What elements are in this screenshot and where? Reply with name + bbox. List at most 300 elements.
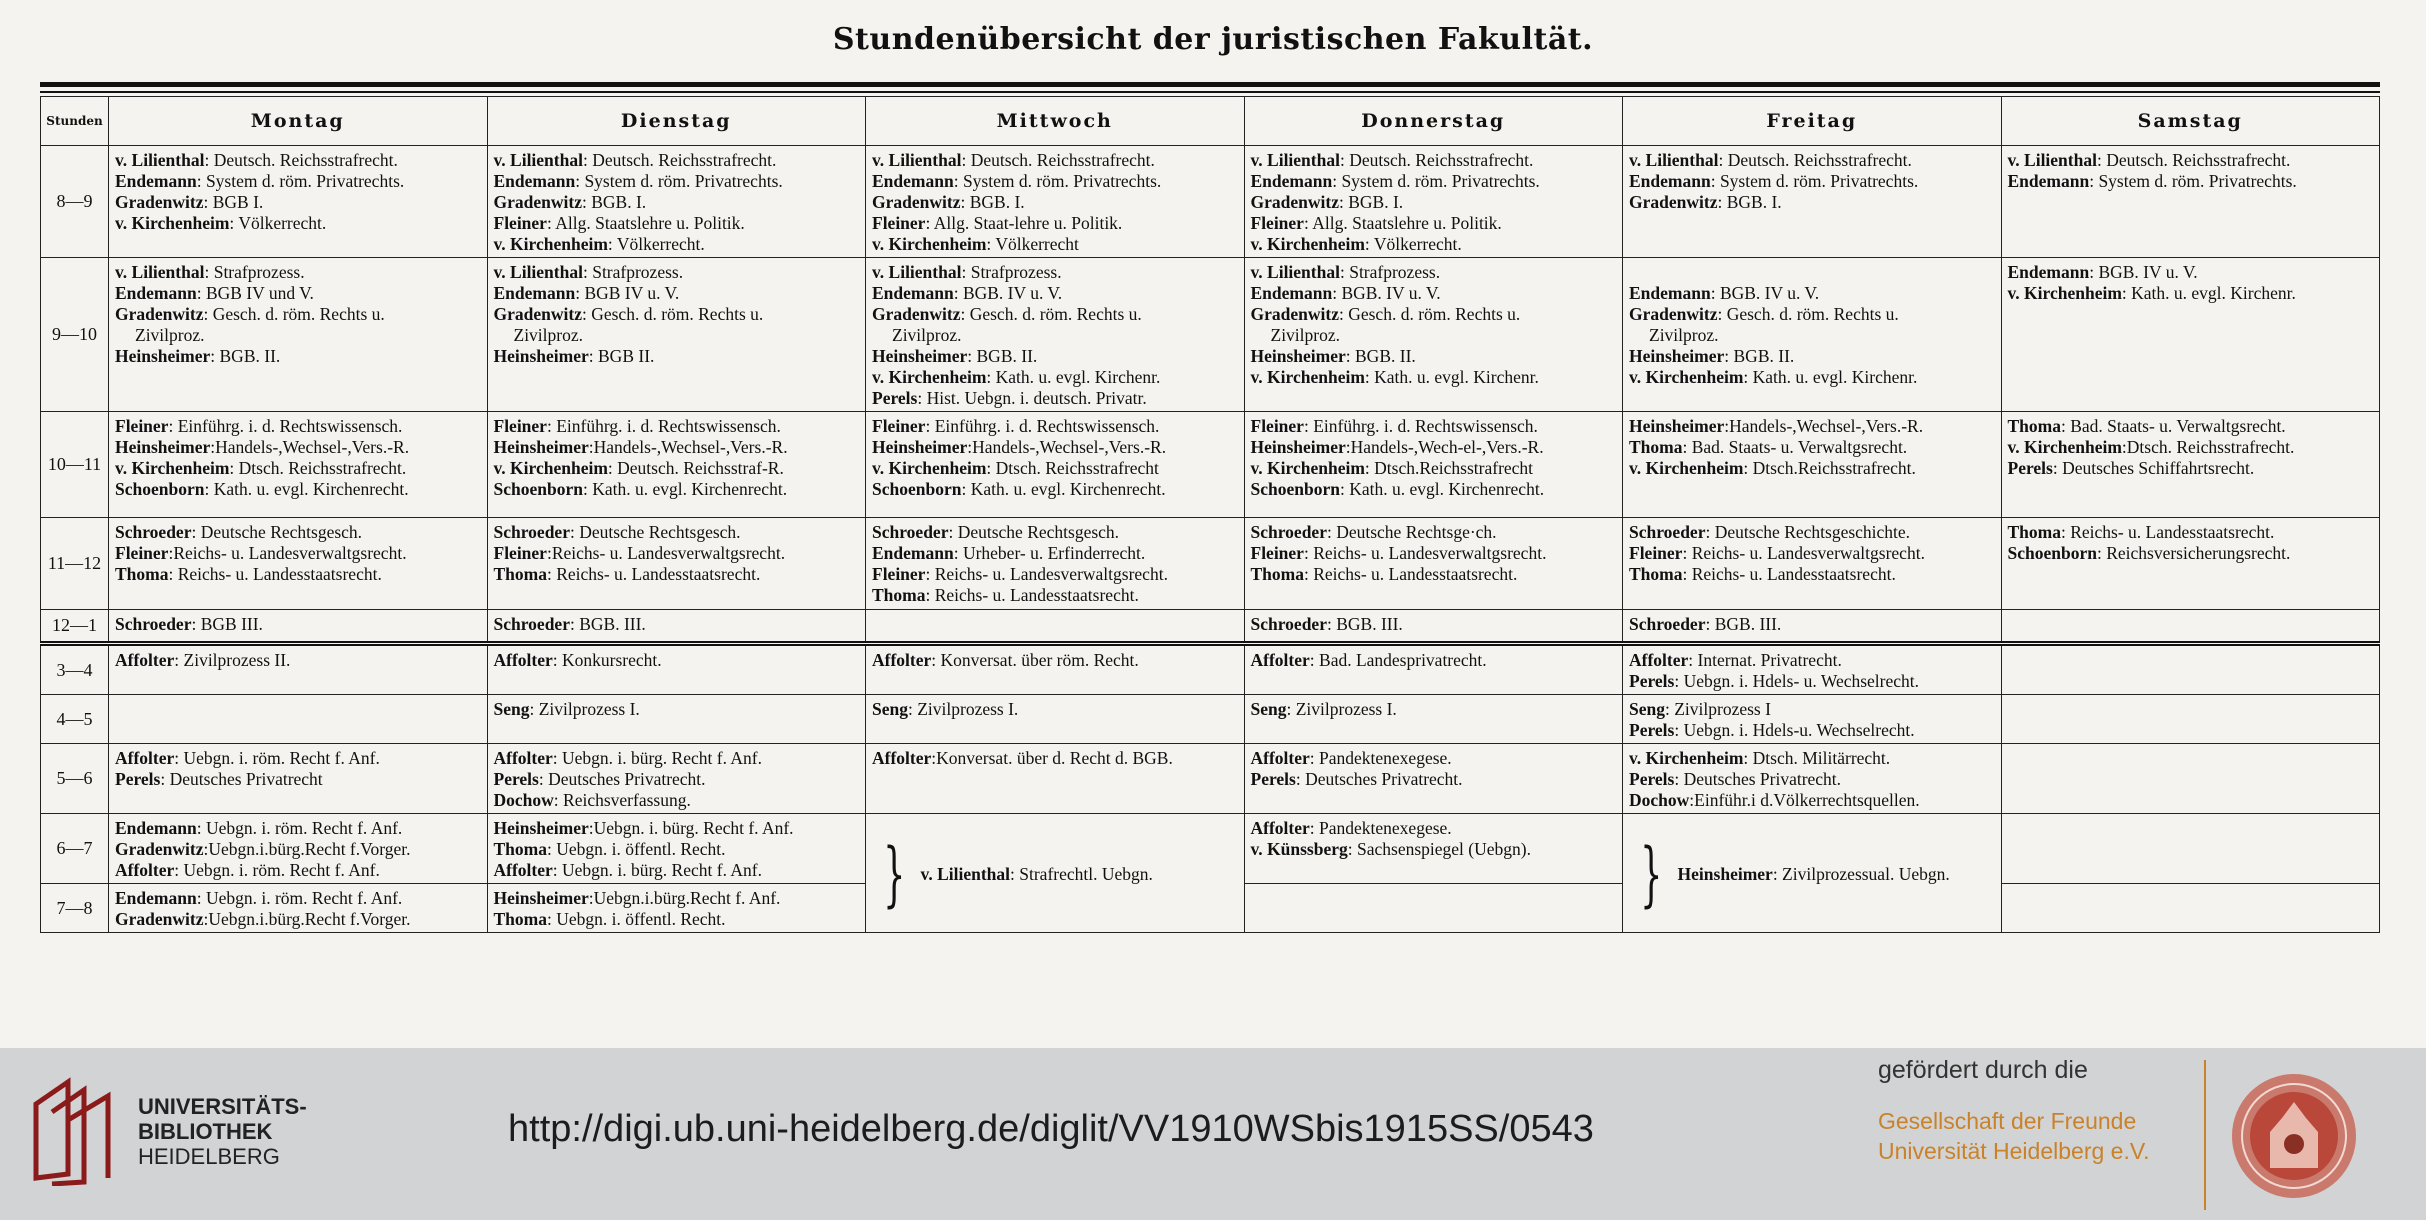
lecture-title: : Reichs- u. Landesverwaltgsrecht.: [925, 564, 1168, 584]
lecture-entry: [115, 564, 481, 585]
lecturer-name: Perels: [493, 769, 539, 789]
lecture-title: :Handels-,Wechsel-,Vers.-R.: [588, 437, 788, 457]
lecturer-name: Seng: [872, 699, 908, 719]
lecture-entry: [115, 346, 481, 367]
lecturer-name: v. Kirchenheim: [493, 234, 608, 254]
lecture-title: : Deutsches Privatrecht.: [1295, 769, 1463, 789]
lecture-title: : Pandektenexegese.: [1309, 818, 1452, 838]
lecture-entry: [494, 860, 860, 881]
lecture-title: : Reichs- u. Landesstaatsrecht.: [2060, 522, 2275, 542]
library-name-line1: UNIVERSITÄTS-: [138, 1094, 307, 1119]
timetable-row: [41, 518, 2380, 610]
lecturer-name: Schroeder: [115, 614, 192, 634]
schedule-cell: [1244, 884, 1623, 933]
lecture-entry: [115, 416, 481, 437]
lecture-entry: [1678, 864, 1950, 885]
lecture-entry: [872, 699, 1238, 720]
lecture-title: : Reichsversicherungsrecht.: [2096, 543, 2291, 563]
lecture-entry: [494, 909, 860, 930]
lecture-title: : Kath. u. evgl. Kirchenr.: [986, 367, 1161, 387]
lecture-entry: [494, 699, 860, 720]
lecturer-name: v. Lilienthal: [493, 150, 583, 170]
schedule-cell: [2001, 884, 2380, 933]
lecture-title: : Deutsch. Reichsstrafrecht.: [961, 150, 1155, 170]
lecturer-name: Schroeder: [1629, 522, 1706, 542]
lecturer-name: v. Kirchenheim: [1629, 458, 1744, 478]
lecturer-name: Endemann: [115, 818, 197, 838]
lecturer-name: Thoma: [872, 585, 926, 605]
lecturer-name: Fleiner: [872, 416, 926, 436]
lecturer-name: Perels: [1629, 720, 1675, 740]
lecture-entry: [115, 839, 481, 860]
schedule-cell: [109, 258, 488, 412]
lecture-title: : Deutsche Rechtsgesch.: [191, 522, 363, 542]
lecture-entry: [1251, 614, 1617, 635]
lecture-title: : BGB. IV u. V.: [2089, 262, 2198, 282]
lecturer-name: Fleiner: [872, 564, 926, 584]
lecture-entry: [494, 213, 860, 234]
brace-content: [921, 864, 1153, 885]
lecturer-name: v. Lilienthal: [1250, 150, 1340, 170]
lecture-title: Zivilproz.: [1649, 325, 1719, 345]
hours-header: Stunden: [41, 97, 109, 146]
schedule-cell: [1244, 610, 1623, 644]
schedule-cell: [2001, 644, 2380, 695]
lecturer-name: v. Kirchenheim: [493, 458, 608, 478]
lecture-title: : Strafprozess.: [582, 262, 684, 282]
lecture-entry: [115, 748, 481, 769]
lecture-entry: [1629, 564, 1995, 585]
lecture-entry: [1251, 304, 1617, 325]
lecture-entry: [115, 304, 481, 325]
lecture-title: : Reichs- u. Landesstaatsrecht.: [168, 564, 382, 584]
lecturer-name: Endemann: [1250, 283, 1333, 303]
brace-group: [1629, 833, 1995, 915]
lecturer-name: Schroeder: [1250, 614, 1327, 634]
lecture-entry: [921, 864, 1153, 885]
lecture-entry: [1629, 283, 1995, 304]
lecture-entry: [2008, 522, 2374, 543]
lecture-entry: [1629, 720, 1995, 741]
lecture-title: : Dtsch.Reichsstrafrecht.: [1743, 458, 1916, 478]
lecture-entry: [1251, 234, 1617, 255]
lecture-title: : System d. röm. Privatrechts.: [196, 171, 405, 191]
lecture-entry: [494, 818, 860, 839]
lecture-entry: [1251, 367, 1617, 388]
lecture-title: : Einführg. i. d. Rechtswissensch.: [1303, 416, 1538, 436]
brace-icon: }: [883, 833, 906, 915]
lecture-title: : Einführg. i. d. Rechtswissensch.: [168, 416, 403, 436]
day-header-samstag: Samstag: [2001, 97, 2380, 146]
schedule-cell: [1623, 146, 2002, 258]
sponsor-name: [1878, 1106, 2149, 1166]
lecturer-name: Gradenwitz: [115, 304, 204, 324]
lecture-entry: [1629, 416, 1995, 437]
lecture-entry: [1251, 748, 1617, 769]
schedule-cell: [866, 146, 1245, 258]
lecture-title: : Reichs- u. Landesverwaltgsrecht.: [1682, 543, 1925, 563]
schedule-cell: [1623, 814, 2002, 933]
lecturer-name: Fleiner: [1250, 416, 1304, 436]
lecture-entry: [1629, 671, 1995, 692]
lecture-entry: [2008, 458, 2374, 479]
lecture-entry: [2008, 283, 2374, 304]
schedule-cell: [1623, 412, 2002, 518]
lecture-title: : BGB. I.: [960, 192, 1025, 212]
lecturer-name: Heinsheimer: [115, 437, 211, 457]
lecture-title: : System d. röm. Privatrechts.: [1332, 171, 1540, 191]
lecture-title: :Reichs- u. Landesverwaltgsrecht.: [168, 543, 407, 563]
lecture-entry: [494, 543, 860, 564]
lecturer-name: Schoenborn: [872, 479, 962, 499]
lecturer-name: v. Kirchenheim: [1629, 748, 1744, 768]
lecture-entry: [872, 479, 1238, 500]
lecture-entry: [872, 650, 1238, 671]
lecture-entry: [494, 262, 860, 283]
lecturer-name: Endemann: [872, 543, 954, 563]
lecture-entry: [115, 650, 481, 671]
lecture-entry: [872, 437, 1238, 458]
lecturer-name: v. Lilienthal: [1250, 262, 1340, 282]
schedule-cell: [2001, 744, 2380, 814]
lecture-title: : Gesch. d. röm. Rechts u.: [203, 304, 385, 324]
lecturer-name: Heinsheimer: [1677, 863, 1773, 884]
document-url-link[interactable]: http://digi.ub.uni-heidelberg.de/diglit/VV1910WSbis1915SS/0543: [508, 1108, 1594, 1150]
lecture-title: : Bad. Staats- u. Verwaltgsrecht.: [1682, 437, 1908, 457]
schedule-cell: [866, 518, 1245, 610]
lecture-entry: [872, 543, 1238, 564]
timetable-row: [41, 644, 2380, 695]
lecturer-name: Fleiner: [115, 543, 169, 563]
lecture-entry: [494, 283, 860, 304]
timetable-body: [41, 146, 2380, 933]
lecture-entry: [872, 367, 1238, 388]
lecture-entry: [872, 416, 1238, 437]
lecture-title: : Uebgn. i. bürg. Recht f. Anf.: [552, 860, 762, 880]
schedule-cell: [866, 814, 1245, 933]
lecturer-name: Gradenwitz: [493, 192, 582, 212]
lecture-title: : Reichs- u. Landesstaatsrecht.: [1682, 564, 1896, 584]
lecture-title: : Völkerrecht: [986, 234, 1079, 254]
lecture-title: : Strafrechtl. Uebgn.: [1010, 863, 1153, 884]
lecture-title: [1629, 262, 1649, 282]
lecturer-name: Affolter: [1250, 748, 1310, 768]
lecturer-name: Gradenwitz: [115, 192, 204, 212]
lecturer-name: Perels: [1250, 769, 1296, 789]
schedule-cell: [2001, 146, 2380, 258]
lecture-title: : Kath. u. evgl. Kirchenrecht.: [961, 479, 1166, 499]
lecturer-name: Heinsheimer: [1629, 346, 1725, 366]
lecturer-name: Gradenwitz: [115, 909, 204, 929]
lecture-entry: [1629, 171, 1995, 192]
lecturer-name: Thoma: [493, 839, 547, 859]
lecture-entry: [1629, 367, 1995, 388]
lecture-title: :Dtsch. Reichsstrafrecht.: [2121, 437, 2295, 457]
lecturer-name: Affolter: [493, 748, 553, 768]
lecturer-name: Fleiner: [493, 416, 547, 436]
lecture-title: : Kath. u. evgl. Kirchenr.: [1743, 367, 1918, 387]
lecture-entry: [494, 325, 860, 346]
lecture-title: : BGB. I.: [1717, 192, 1782, 212]
schedule-cell: [2001, 518, 2380, 610]
lecture-entry: [1251, 479, 1617, 500]
lecturer-name: Schroeder: [493, 614, 570, 634]
schedule-cell: [1244, 258, 1623, 412]
lecturer-name: v. Lilienthal: [920, 863, 1011, 884]
lecture-title: : Zivilprozess I: [1664, 699, 1771, 719]
lecture-title: : BGB IV u. V.: [575, 283, 680, 303]
lecture-entry: [115, 213, 481, 234]
lecture-title: : Gesch. d. röm. Rechts u.: [581, 304, 764, 324]
page-title: Stundenübersicht der juristischen Fakultät.: [832, 22, 1594, 57]
lecture-title: :Uebgn. i. bürg. Recht f. Anf.: [588, 818, 794, 838]
lecturer-name: Perels: [872, 388, 918, 408]
lecture-title: : Zivilprozess II.: [174, 650, 291, 670]
lecture-title: : BGB. I.: [1338, 192, 1404, 212]
lecture-entry: [872, 192, 1238, 213]
lecturer-name: Heinsheimer: [872, 437, 968, 457]
lecture-entry: [1629, 790, 1995, 811]
lecturer-name: Dochow: [493, 790, 554, 810]
lecturer-name: Gradenwitz: [1250, 192, 1339, 212]
lecture-entry: [872, 213, 1238, 234]
lecture-title: : Deutsche Rechtsge·ch.: [1326, 522, 1497, 542]
day-header-montag: Montag: [109, 97, 488, 146]
lecturer-name: Dochow: [1629, 790, 1690, 810]
timetable-row: [41, 695, 2380, 744]
lecture-title: : Allg. Staatslehre u. Politik.: [546, 213, 745, 233]
lecture-title: :Konversat. über d. Recht d. BGB.: [931, 748, 1173, 768]
timetable-row: [41, 744, 2380, 814]
lecture-title: : BGB. III.: [569, 614, 646, 634]
hour-cell: 6—7: [41, 814, 109, 884]
lecture-title: : Kath. u. evgl. Kirchenrecht.: [582, 479, 788, 499]
lecture-entry: [494, 192, 860, 213]
lecturer-name: Seng: [1250, 699, 1287, 719]
lecture-title: : BGB II.: [588, 346, 655, 366]
lecturer-name: Affolter: [1629, 650, 1689, 670]
lecture-entry: [872, 388, 1238, 409]
lecturer-name: Gradenwitz: [115, 839, 204, 859]
lecturer-name: Thoma: [493, 564, 547, 584]
lecturer-name: v. Kirchenheim: [1250, 367, 1365, 387]
lecture-title: : Hist. Uebgn. i. deutsch. Privatr.: [917, 388, 1147, 408]
hour-cell: 3—4: [41, 644, 109, 695]
lecturer-name: Fleiner: [1250, 213, 1304, 233]
lecture-entry: [494, 614, 860, 635]
lecture-title: : Reichs- u. Landesstaatsrecht.: [546, 564, 761, 584]
lecture-entry: [1251, 213, 1617, 234]
lecture-title: : Gesch. d. röm. Rechts u.: [1338, 304, 1521, 324]
lecture-title: : Völkerrecht.: [607, 234, 705, 254]
lecture-title: : Gesch. d. röm. Rechts u.: [960, 304, 1142, 324]
sponsor-divider: [2204, 1060, 2206, 1210]
lecture-title: : Strafprozess.: [204, 262, 305, 282]
lecture-entry: [494, 748, 860, 769]
lecture-title: : System d. röm. Privatrechts.: [575, 171, 783, 191]
lecture-entry: [115, 171, 481, 192]
schedule-cell: [487, 412, 866, 518]
schedule-cell: [1623, 744, 2002, 814]
lecture-entry: [494, 479, 860, 500]
schedule-cell: [866, 412, 1245, 518]
lecture-entry: [494, 171, 860, 192]
lecture-title: : BGB. IV u. V.: [1332, 283, 1441, 303]
lecture-entry: [1629, 192, 1995, 213]
lecture-title: : System d. röm. Privatrechts.: [1710, 171, 1919, 191]
lecture-title: : Strafprozess.: [1339, 262, 1441, 282]
lecture-entry: [872, 283, 1238, 304]
schedule-cell: [866, 744, 1245, 814]
lecturer-name: Endemann: [2007, 171, 2090, 191]
lecture-entry: [2008, 416, 2374, 437]
schedule-cell: [1623, 644, 2002, 695]
lecture-title: : Zivilproze⁠ss I.: [1286, 699, 1397, 719]
lecturer-name: Heinsheimer: [872, 346, 968, 366]
lecture-entry: [872, 522, 1238, 543]
lecture-entry: [1629, 150, 1995, 171]
lecture-entry: [1251, 437, 1617, 458]
lecturer-name: Thoma: [1250, 564, 1304, 584]
lecture-title: : BGB. IV u. V.: [1710, 283, 1820, 303]
lecture-entry: [872, 304, 1238, 325]
lecturer-name: v. Lilienthal: [872, 150, 962, 170]
lecture-title: : Bad. Staats- u. Verwaltgsrecht.: [2060, 416, 2286, 436]
lecture-entry: [2008, 262, 2374, 283]
lecturer-name: Endemann: [2007, 262, 2090, 282]
lecturer-name: Gradenwitz: [1629, 304, 1718, 324]
lecture-title: : Zivilprozess I.: [529, 699, 640, 719]
lecture-entry: [115, 458, 481, 479]
lecture-title: : Uebgn. i. röm. Recht f. Anf.: [174, 748, 380, 768]
lecturer-name: Endemann: [872, 171, 954, 191]
footer-bar: [0, 1048, 2426, 1220]
day-header-mittwoch: Mittwoch: [866, 97, 1245, 146]
lecturer-name: Thoma: [493, 909, 547, 929]
schedule-cell: [487, 744, 866, 814]
lecturer-name: Thoma: [1629, 564, 1683, 584]
sponsor-name-line1: Gesellschaft der Freunde: [1878, 1108, 2137, 1134]
lecturer-name: Perels: [1629, 769, 1675, 789]
lecturer-name: Thoma: [115, 564, 169, 584]
schedule-cell: [1244, 814, 1623, 884]
lecture-title: : BGB. I.: [581, 192, 647, 212]
lecturer-name: Affolter: [872, 748, 932, 768]
lecture-title: : Zivilprozess I.: [907, 699, 1019, 719]
lecture-entry: [494, 458, 860, 479]
schedule-cell: [109, 644, 488, 695]
lecture-entry: [115, 543, 481, 564]
schedule-cell: [866, 610, 1245, 644]
schedule-cell: [109, 518, 488, 610]
schedule-cell: [1244, 412, 1623, 518]
lecturer-name: Seng: [1629, 699, 1665, 719]
lecture-title: : Reichs- u. Landesstaatsrecht.: [925, 585, 1139, 605]
lecture-title: : Urheber- u. Erfinderrecht.: [953, 543, 1146, 563]
lecture-title: :Uebgn.i.bürg.Recht f.Vorger.: [203, 909, 411, 929]
lecture-entry: [1629, 522, 1995, 543]
lecture-title: : Einführg. i. d. Rechtswissensch.: [925, 416, 1160, 436]
lecture-entry: [2008, 171, 2374, 192]
lecture-entry: [115, 818, 481, 839]
schedule-cell: [487, 644, 866, 695]
lecture-entry: [1251, 818, 1617, 839]
lecture-title: : Kath. u. evgl. Kirchenr.: [1364, 367, 1539, 387]
schedule-cell: [1623, 695, 2002, 744]
lecture-title: : Deutsches Privatrecht: [160, 769, 323, 789]
lecture-entry: [1629, 699, 1995, 720]
lecture-entry: [115, 437, 481, 458]
library-name-line2: BIBLIOTHEK: [138, 1119, 273, 1144]
timetable-row: [41, 258, 2380, 412]
lecturer-name: Endemann: [1629, 171, 1711, 191]
lecture-title: : Kath. u. evgl. Kirchenrecht.: [1339, 479, 1545, 499]
schedule-cell: [109, 610, 488, 644]
lecture-title: : BGB I.: [203, 192, 264, 212]
lecturer-name: v. Kirchenheim: [2007, 437, 2122, 457]
lecturer-name: Perels: [2007, 458, 2053, 478]
schedule-cell: [109, 695, 488, 744]
sponsor-name-line2: Universität Heidelberg e.V.: [1878, 1138, 2150, 1164]
lecture-entry: [872, 262, 1238, 283]
hour-cell: 8—9: [41, 146, 109, 258]
lecture-entry: [1629, 437, 1995, 458]
lecture-title: :Einführ.i d.Völkerrechtsquellen.: [1689, 790, 1920, 810]
schedule-cell: [866, 644, 1245, 695]
lecture-title: : Internat. Privatrecht.: [1688, 650, 1842, 670]
lecture-entry: [1251, 283, 1617, 304]
library-name-line3: HEIDELBERG: [138, 1144, 280, 1169]
schedule-cell: [487, 258, 866, 412]
lecture-title: : Deutsche Rechtsgesch.: [569, 522, 741, 542]
lecturer-name: Heinsheimer: [1250, 437, 1346, 457]
lecture-entry: [1251, 839, 1617, 860]
lecturer-name: Heinsheimer: [493, 888, 589, 908]
lecturer-name: Fleiner: [872, 213, 926, 233]
lecture-title: : BGB. III.: [1705, 614, 1782, 634]
timetable-row: [41, 814, 2380, 884]
lecturer-name: v. Kirchenheim: [1629, 367, 1744, 387]
lecturer-name: Endemann: [493, 171, 576, 191]
lecture-title: : Uebgn. i. röm. Recht f. Anf.: [196, 888, 403, 908]
hour-cell: 4—5: [41, 695, 109, 744]
lecture-title: : Deutsche Rechtsgesch.: [948, 522, 1120, 542]
lecturer-name: v. Lilienthal: [115, 262, 205, 282]
lecture-entry: [494, 769, 860, 790]
lecture-entry: [1629, 543, 1995, 564]
lecture-entry: [494, 150, 860, 171]
lecturer-name: Affolter: [115, 748, 175, 768]
timetable-row: [41, 610, 2380, 644]
schedule-cell: [487, 695, 866, 744]
schedule-cell: [1244, 518, 1623, 610]
lecture-entry: [115, 769, 481, 790]
lecture-title: : Allg. Staatslehre u. Politik.: [1303, 213, 1502, 233]
lecture-entry: [872, 564, 1238, 585]
lecture-entry: [1251, 522, 1617, 543]
lecture-entry: [2008, 543, 2374, 564]
lecturer-name: v. Kirchenheim: [115, 213, 230, 233]
lecture-entry: [494, 888, 860, 909]
lecture-title: : Deutsch. Reichsstrafrecht.: [1339, 150, 1534, 170]
lecturer-name: v. Lilienthal: [872, 262, 962, 282]
lecture-entry: [1629, 304, 1995, 325]
lecture-title: : Uebgn. i. Hdels- u. Wechselrecht.: [1674, 671, 1920, 691]
lecture-entry: [494, 304, 860, 325]
timetable-row: [41, 412, 2380, 518]
lecture-entry: [1251, 150, 1617, 171]
lecturer-name: v. Kirchenheim: [872, 234, 987, 254]
